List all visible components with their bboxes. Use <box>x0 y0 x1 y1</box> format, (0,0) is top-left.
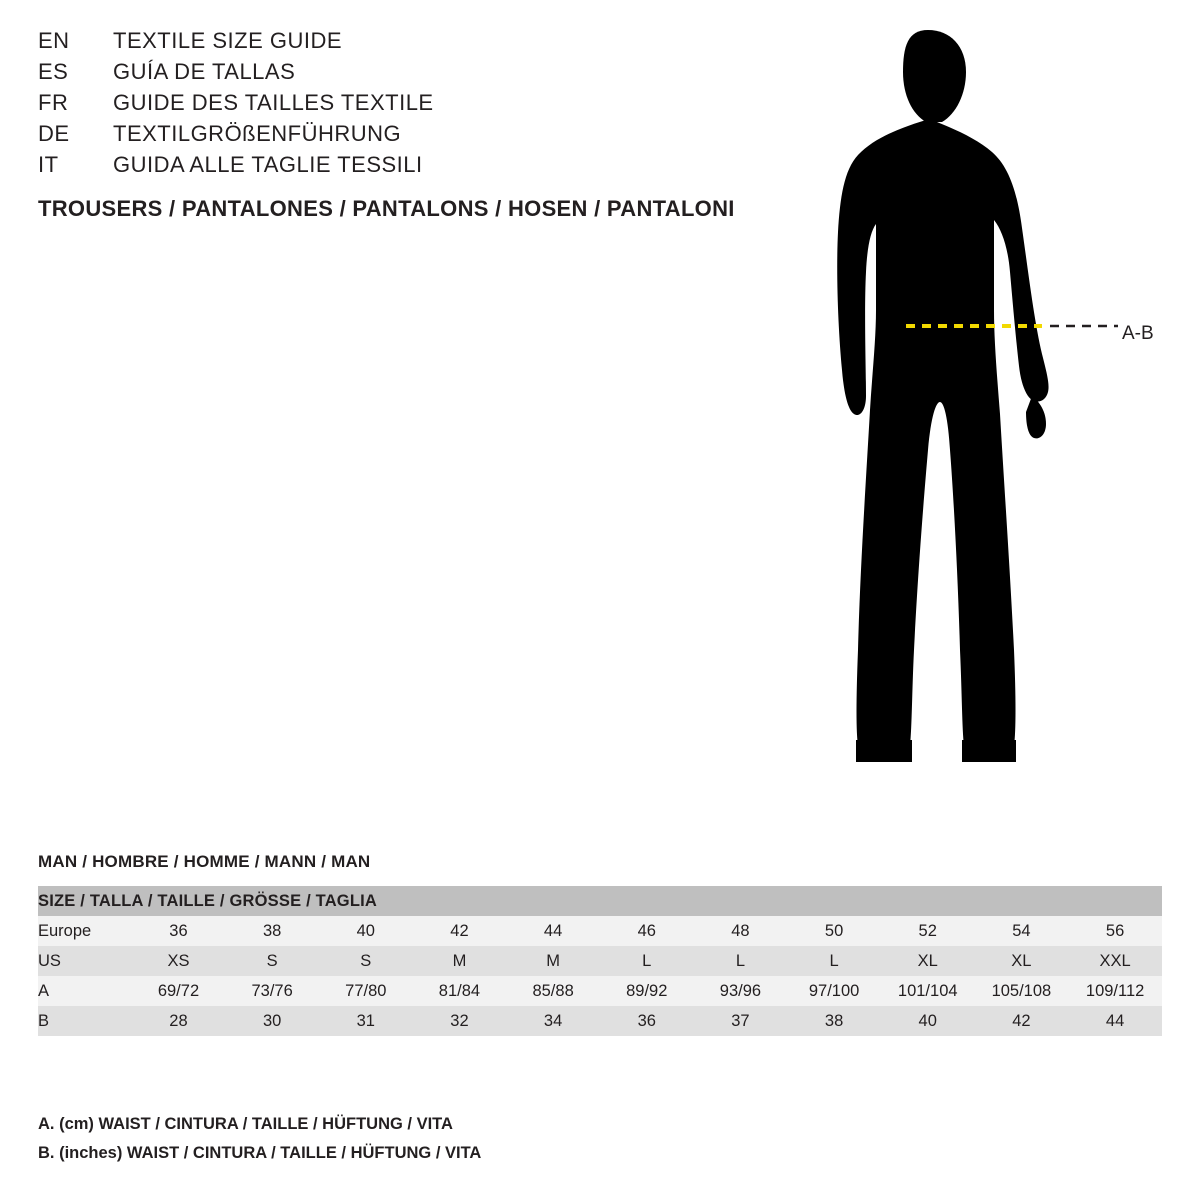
row-label: A <box>38 976 132 1006</box>
table-cell: L <box>600 946 694 976</box>
table-cell: 56 <box>1068 916 1162 946</box>
language-title: GUIDE DES TAILLES TEXTILE <box>113 90 434 115</box>
table-cell: 89/92 <box>600 976 694 1006</box>
table-cell: 42 <box>413 916 507 946</box>
table-cell: 36 <box>600 1006 694 1036</box>
table-cell: 44 <box>506 916 600 946</box>
language-code: FR <box>38 90 69 115</box>
garment-type-label: TROUSERS / PANTALONES / PANTALONS / HOSEN / PANTALONI <box>38 196 735 221</box>
table-cell: S <box>319 946 413 976</box>
row-label: US <box>38 946 132 976</box>
gender-label: MAN / HOMBRE / HOMME / MANN / MAN <box>38 852 371 871</box>
table-cell: 34 <box>506 1006 600 1036</box>
table-cell: 81/84 <box>413 976 507 1006</box>
language-header <box>38 28 798 222</box>
footnotes <box>38 1110 938 1168</box>
footnote-a: A. (cm) WAIST / CINTURA / TAILLE / HÜFTUNG / VITA <box>38 1115 453 1133</box>
table-cell: 38 <box>225 916 319 946</box>
measure-label-ab: A-B <box>1122 323 1154 344</box>
language-code: IT <box>38 152 59 177</box>
row-label: B <box>38 1006 132 1036</box>
size-table-section <box>38 852 1162 1036</box>
language-row-fr <box>38 90 798 121</box>
male-silhouette-icon <box>800 10 1200 810</box>
table-cell: 36 <box>132 916 226 946</box>
table-cell: 40 <box>881 1006 975 1036</box>
table-cell: 73/76 <box>225 976 319 1006</box>
table-cell: 48 <box>694 916 788 946</box>
table-cell: 109/112 <box>1068 976 1162 1006</box>
table-cell: 37 <box>694 1006 788 1036</box>
table-cell: L <box>694 946 788 976</box>
table-cell: S <box>225 946 319 976</box>
footnote-b: B. (inches) WAIST / CINTURA / TAILLE / HÜFTUNG / VITA <box>38 1144 482 1162</box>
table-cell: 93/96 <box>694 976 788 1006</box>
table-cell: 40 <box>319 916 413 946</box>
table-cell: M <box>506 946 600 976</box>
language-code: DE <box>38 121 70 146</box>
language-title: GUIDA ALLE TAGLIE TESSILI <box>113 152 423 177</box>
table-cell: XL <box>975 946 1069 976</box>
language-title: TEXTILGRÖßENFÜHRUNG <box>113 121 402 146</box>
table-cell: 28 <box>132 1006 226 1036</box>
table-cell: 50 <box>787 916 881 946</box>
table-cell: 54 <box>975 916 1069 946</box>
table-row <box>38 946 1162 976</box>
language-code: EN <box>38 28 70 53</box>
language-title: TEXTILE SIZE GUIDE <box>113 28 343 53</box>
table-cell: L <box>787 946 881 976</box>
table-cell: 44 <box>1068 1006 1162 1036</box>
table-cell: 85/88 <box>506 976 600 1006</box>
language-row-de <box>38 121 798 152</box>
table-header-label: SIZE / TALLA / TAILLE / GRÖSSE / TAGLIA <box>38 886 1162 916</box>
table-cell: 97/100 <box>787 976 881 1006</box>
table-row <box>38 1006 1162 1036</box>
table-cell: 77/80 <box>319 976 413 1006</box>
table-cell: 31 <box>319 1006 413 1036</box>
table-cell: 69/72 <box>132 976 226 1006</box>
table-cell: 46 <box>600 916 694 946</box>
table-cell: XXL <box>1068 946 1162 976</box>
language-row-en <box>38 28 798 59</box>
language-row-es <box>38 59 798 90</box>
table-cell: 30 <box>225 1006 319 1036</box>
table-cell: XL <box>881 946 975 976</box>
table-cell: 42 <box>975 1006 1069 1036</box>
table-row <box>38 916 1162 946</box>
table-cell: 38 <box>787 1006 881 1036</box>
table-cell: 105/108 <box>975 976 1069 1006</box>
table-cell: 32 <box>413 1006 507 1036</box>
language-row-it <box>38 152 798 183</box>
body-figure <box>800 10 1200 810</box>
table-cell: XS <box>132 946 226 976</box>
size-table <box>38 886 1162 1036</box>
table-cell: 101/104 <box>881 976 975 1006</box>
table-cell: M <box>413 946 507 976</box>
language-title: GUÍA DE TALLAS <box>113 59 296 84</box>
language-code: ES <box>38 59 69 84</box>
row-label: Europe <box>38 916 132 946</box>
table-row <box>38 976 1162 1006</box>
table-header-row <box>38 886 1162 916</box>
table-cell: 52 <box>881 916 975 946</box>
